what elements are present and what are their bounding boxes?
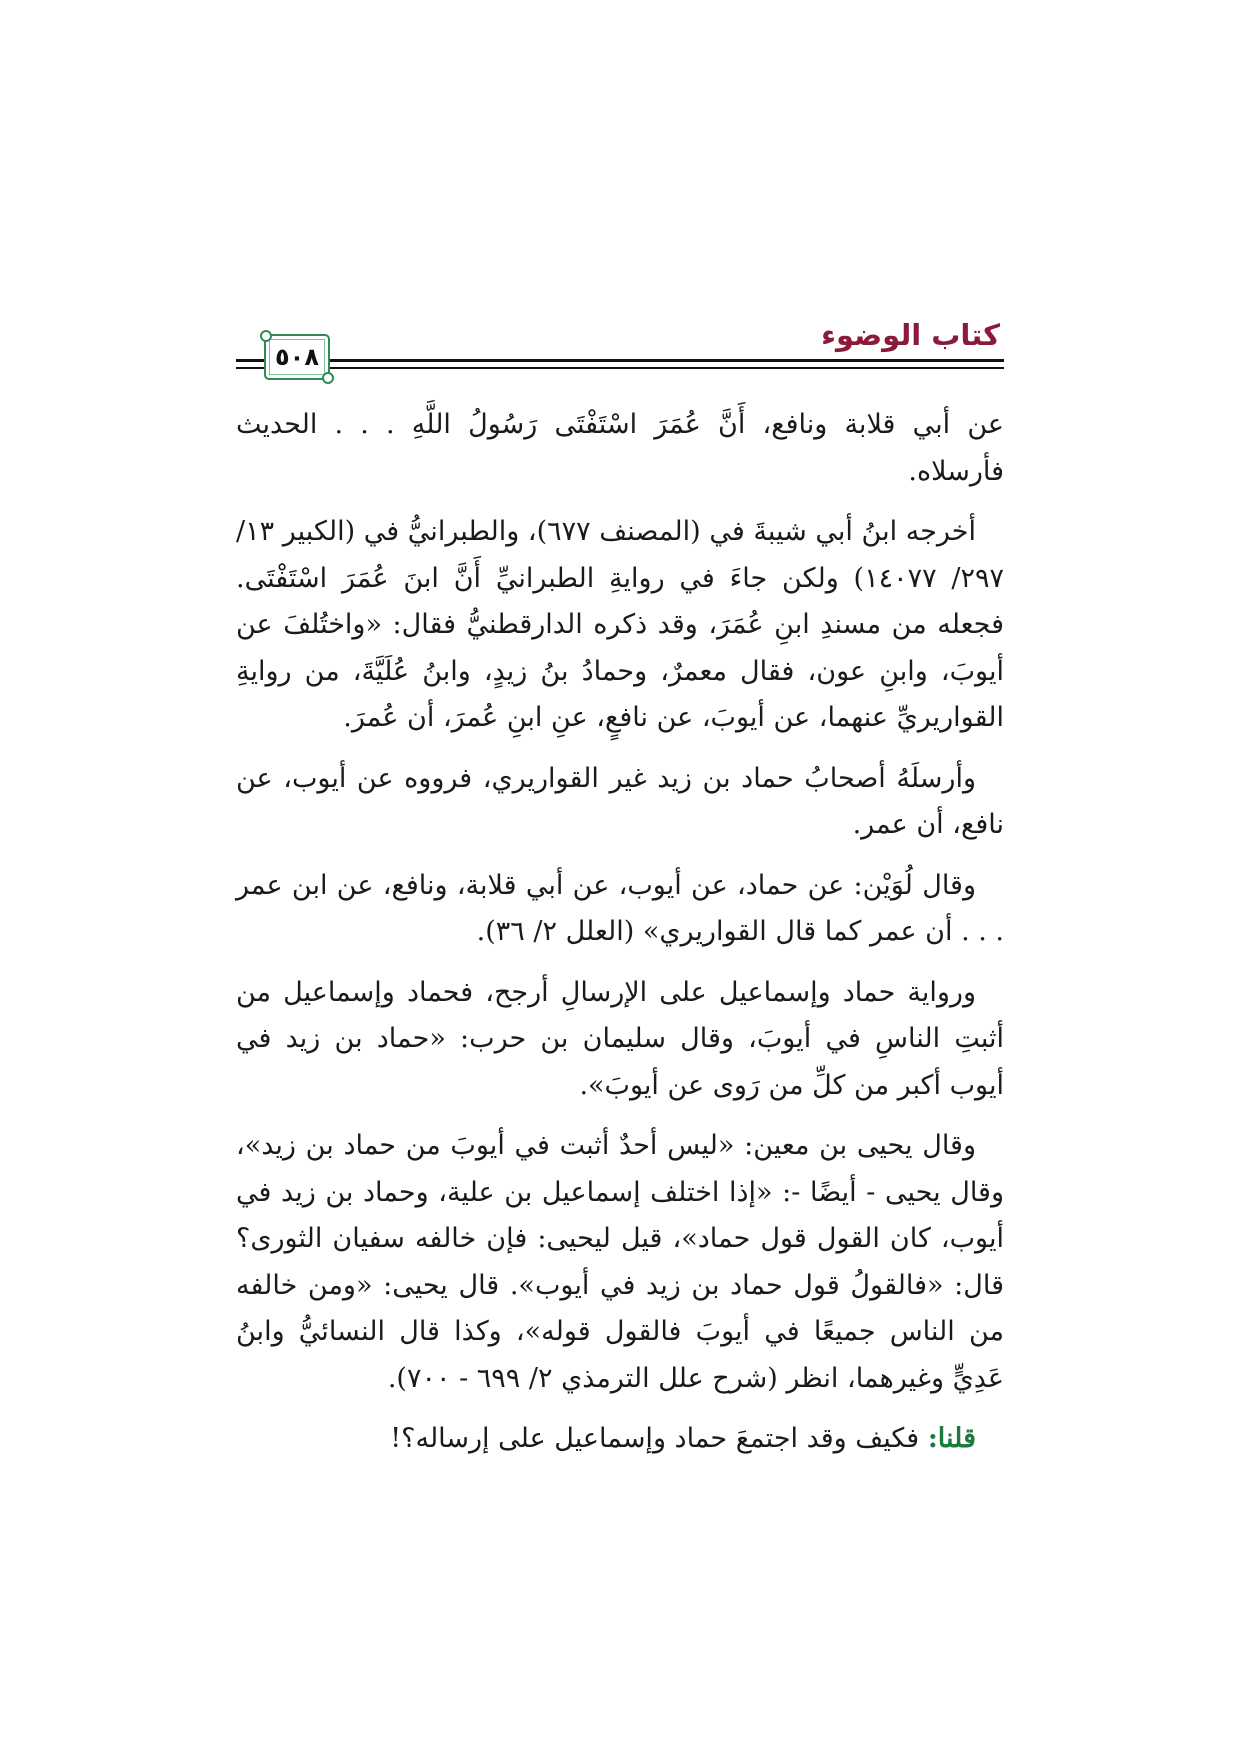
qulna-label: قلنا: — [927, 1423, 976, 1454]
paragraph-5: ورواية حماد وإسماعيل على الإرسالِ أرجح، فحماد وإسماعيل من أثبتِ الناسِ في أيوبَ، وقال سليمان بن حرب: «حماد بن زيد في أيوب أكبر من كلِّ من رَوى عن أيوبَ». — [236, 976, 1004, 1101]
page-number-ornament — [264, 334, 330, 380]
text-body — [236, 402, 1004, 1477]
page-header — [236, 318, 1004, 388]
paragraph-2: أخرجه ابنُ أبي شيبةَ في (المصنف ٦٧٧)، والطبرانيُّ في (الكبير ١٣/ ٢٩٧/ ١٤٠٧٧) ولكن جاءَ في روايةِ الطبرانيِّ أَنَّ ابنَ عُمَرَ اسْتَفْتَى. فجعله من مسندِ ابنِ عُمَرَ، وقد ذكره الدارقطنيُّ فقال: «واختُلفَ عن أيوبَ، وابنِ عون، فقال معمرٌ، وحمادُ بنُ زيدٍ، وابنُ عُلَيَّةَ، من روايةِ القواريريِّ عنهما، عن أيوبَ، عن نافعٍ، عنِ ابنِ عُمرَ، أن عُمرَ. — [236, 516, 1004, 733]
paragraph-7-text: فكيف وقد اجتمعَ حماد وإسماعيل على إرساله؟! — [390, 1423, 920, 1454]
paragraph-6: وقال يحيى بن معين: «ليس أحدٌ أثبت في أيوبَ من حماد بن زيد»، وقال يحيى - أيضًا -: «إذا اختلف إسماعيل بن علية، وحماد بن زيد في أيوب، كان القول قول حماد»، قيل ليحيى: فإن خالفه سفيان الثورى؟ قال: «فالقولُ قول حماد بن زيد في أيوب». قال يحيى: «ومن خالفه من الناس جميعًا في أيوبَ فالقول قوله»، وكذا قال النسائيُّ وابنُ عَدِيٍّ وغيرهما، انظر (شرح علل الترمذي ٢/ ٦٩٩ - ٧٠٠). — [236, 1130, 1004, 1394]
page-number: ٥٠٨ — [275, 343, 319, 371]
header-rule-bottom — [236, 367, 1004, 369]
paragraph-4: وقال لُوَيْن: عن حماد، عن أيوب، عن أبي قلابة، ونافع، عن ابن عمر . . . أن عمر كما قال القواريري» (العلل ٢/ ٣٦). — [236, 869, 1004, 947]
book-title: كتاب الوضوء — [821, 318, 1000, 352]
paragraph-1: عن أبي قلابة ونافع، أَنَّ عُمَرَ اسْتَفْتَى رَسُولُ اللَّهِ . . . الحديث فأرسلاه. — [236, 409, 1004, 487]
paragraph-7 — [236, 1416, 1004, 1463]
paragraph-3: وأرسلَهُ أصحابُ حماد بن زيد غير القواريري، فرووه عن أيوب، عن نافع، أن عمر. — [236, 762, 1004, 840]
header-rule-top — [236, 359, 1004, 362]
